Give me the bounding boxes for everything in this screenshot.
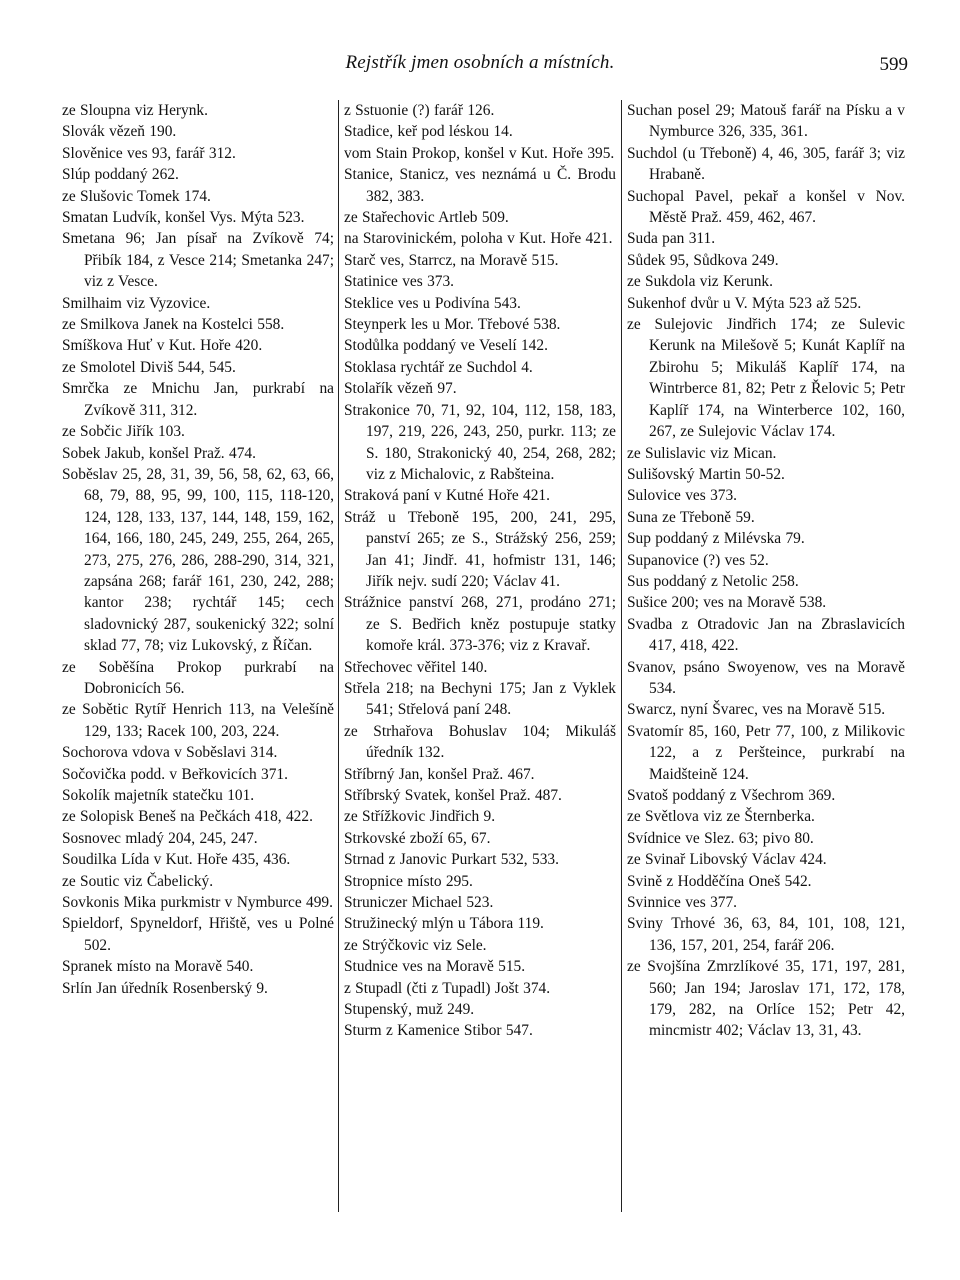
index-entry: Smilhaim viz Vyzovice.	[62, 294, 211, 312]
index-entry: Suchan posel 29; Matouš farář na Písku a v Nymburce 326, 335, 361.	[627, 102, 905, 141]
index-entry: Statinice ves 373.	[344, 273, 454, 291]
index-entry: Svanov, psáno Swoyenow, ves na Moravě 534.	[627, 658, 905, 697]
index-entry: ze Světlova viz ze Šternberka.	[627, 808, 815, 826]
index-entry: Suchdol (u Třeboně) 4, 46, 305, farář 3; viz Hrabaně.	[627, 144, 905, 184]
index-entry: ze Soutic viz Čabelický.	[62, 872, 214, 890]
index-entry: Sůdek 95, Sůdkova 249.	[627, 251, 779, 269]
index-entry: ze Solopisk Beneš na Pečkách 418, 422.	[62, 808, 313, 826]
index-entry: Suchopal Pavel, pekař a konšel v Nov. Městě Praž. 459, 462, 467.	[627, 187, 905, 227]
index-entry: Sušice 200; ves na Moravě 538.	[627, 594, 827, 612]
index-entry: Studnice ves na Moravě 515.	[344, 958, 526, 976]
index-entry: Stanice, Stanicz, ves neznámá u Č. Brodu 382, 383.	[344, 166, 616, 205]
page-number: 599	[879, 54, 908, 75]
index-entry: Smetana 96; Jan písař na Zvíkově 74; Přibík 184, z Vesce 214; Smetanka 247; viz z Vesce.	[62, 230, 334, 291]
index-entry: Stoklasa rychtář ze Suchdol 4.	[344, 358, 533, 376]
index-entry: Sup poddaný z Milévska 79.	[627, 530, 805, 548]
index-entry: ze Svojšína Zmrzlíkové 35, 171, 197, 281, 560; Jan 194; Jaroslav 171, 172, 178, 179, 282, na Orlíce 152; Petr 42, mincmistr 402; Václav 13, 31, 43.	[627, 958, 905, 1040]
index-entry: ze Sukdola viz Kerunk.	[627, 273, 773, 291]
index-column-1	[62, 100, 334, 1215]
index-entry: ze Sobětic Rytíř Henrich 113, na Velešíně 129, 133; Racek 100, 203, 224.	[62, 701, 334, 740]
index-entry: Stolařík vězeň 97.	[344, 380, 457, 398]
index-entry: Slúp poddaný 262.	[62, 166, 179, 184]
index-entry: Suda pan 311.	[627, 230, 716, 248]
index-entry: Suna ze Třeboně 59.	[627, 508, 755, 526]
index-entry: Soběslav 25, 28, 31, 39, 56, 58, 62, 63, 66, 68, 79, 88, 95, 99, 100, 115, 118-120, 124, 128, 133, 137, 144, 148, 159, 162, 164, 166, 180, 245, 249, 255, 264, 265, 273, 275, 276, 286, 288-290, 314, 321, zapsána 268; farář 161, 230, 242, 288; kantor 238; rychtář 145; cech sladovnický 287, soukenický 322; solní sklad 77, 78; viz Lukovský, z Říčan.	[62, 465, 334, 655]
index-entry: Sus poddaný z Netolic 258.	[627, 572, 799, 590]
index-entry: Svatomír 85, 160, Petr 77, 100, z Milikovic 122, a z Peršteince, purkrabí na Maidšteině 124.	[627, 722, 905, 783]
index-entry: Sočovička podd. v Beřkovicích 371.	[62, 765, 288, 783]
index-entry: Sobek Jakub, konšel Praž. 474.	[62, 444, 256, 462]
index-entry: ze Svinař Libovský Václav 424.	[627, 851, 827, 869]
index-entry: Svadba z Otradovic Jan na Zbraslavicích 417, 418, 422.	[627, 615, 905, 655]
index-entry: na Starovinickém, poloha v Kut. Hoře 421.	[344, 230, 613, 248]
index-entry: Steklice ves u Podivína 543.	[344, 294, 521, 312]
index-column-2	[344, 100, 616, 1215]
index-entry: Smatan Ludvík, konšel Vys. Mýta 523.	[62, 209, 305, 227]
index-entry: Sulovice ves 373.	[627, 487, 738, 505]
index-entry: z Sstuonie (?) farář 126.	[344, 102, 495, 119]
index-column-3	[627, 100, 905, 1215]
index-entry: Smrčka ze Mnichu Jan, purkrabí na Zvíkově 311, 312.	[62, 380, 334, 419]
index-entry: Stropnice místo 295.	[344, 872, 473, 890]
index-entry: Stodůlka poddaný ve Veselí 142.	[344, 337, 548, 355]
running-header-title: Rejstřík jmen osobních a místních.	[345, 52, 615, 73]
index-entry: Střela 218; na Bechyni 175; Jan z Vyklek 541; Střelová paní 248.	[344, 679, 616, 719]
index-entry: ze Strhařova Bohuslav 104; Mikuláš úředník 132.	[344, 722, 616, 762]
index-entry: Sochorova vdova v Soběslavi 314.	[62, 744, 278, 762]
index-entry: ze Stařechovic Artleb 509.	[344, 209, 509, 227]
index-entry: Sviny Trhové 36, 63, 84, 101, 108, 121, 136, 157, 201, 254, farář 206.	[627, 915, 905, 954]
index-entry: Svině z Hodděčína Oneš 542.	[627, 872, 812, 890]
index-entry: Stříbrný Jan, konšel Praž. 467.	[344, 765, 535, 783]
index-entry: Soudilka Lída v Kut. Hoře 435, 436.	[62, 851, 291, 869]
index-entry: ze Sobčic Jiřík 103.	[62, 423, 185, 441]
index-entry: Svinnice ves 377.	[627, 894, 738, 912]
index-entry: ze Smilkova Janek na Kostelci 558.	[62, 316, 285, 334]
index-entry: Sovkonis Mika purkmistr v Nymburce 499.	[62, 894, 333, 912]
index-entry: Straková paní v Kutné Hoře 421.	[344, 487, 550, 505]
index-entry: Steynperk les u Mor. Třebové 538.	[344, 316, 561, 334]
index-entry: ze Slušovic Tomek 174.	[62, 187, 211, 205]
index-entry: Střechovec věřitel 140.	[344, 658, 488, 676]
index-entry: ze Soběšína Prokop purkrabí na Dobronicích 56.	[62, 658, 334, 697]
index-entry: Sukenhof dvůr u V. Mýta 523 až 525.	[627, 294, 862, 312]
index-entry: Sokolík majetník statečku 101.	[62, 787, 255, 804]
index-entry: Smíškova Huť v Kut. Hoře 420.	[62, 337, 263, 355]
index-entry: Spieldorf, Spyneldorf, Hřiště, ves u Polné 502.	[62, 915, 334, 954]
index-entry: ze Sulejovic Jindřich 174; ze Sulevic Kerunk na Milešově 5; Kunát Kaplíř na Zbirohu 5; Mikuláš Kaplíř 174, na Wintrberce 81, 82; Petr z Řelovic 5; Petr Kaplíř 174, na Winterberce 102, 160, 267, ze Sulejovic Václav 174.	[627, 316, 905, 441]
index-entry: z Stupadl (čti z Tupadl) Jošt 374.	[344, 979, 551, 997]
index-entry: Stráž u Třeboně 195, 200, 241, 295, panství 265; ze S., Strážský 256, 259; Jan 41; Jindř. 41, hofmistr 131, 146; Jiřík nejv. sudí 220; Václav 41.	[344, 508, 616, 590]
index-entry: Spranek místo na Moravě 540.	[62, 958, 254, 976]
index-entry: Slovák vězeň 190.	[62, 123, 177, 141]
index-entry: ze Sulislavic viz Mican.	[627, 444, 777, 462]
index-entry: Stupenský, muž 249.	[344, 1001, 475, 1019]
index-entry: Supanovice (?) ves 52.	[627, 551, 769, 569]
index-entry: ze Střížkovic Jindřich 9.	[344, 808, 496, 826]
index-entry: Stadice, keř pod léskou 14.	[344, 123, 513, 141]
index-entry: Stružinecký mlýn u Tábora 119.	[344, 915, 544, 933]
index-entry: Struniczer Michael 523.	[344, 894, 494, 912]
index-entry: Sturm z Kamenice Stibor 547.	[344, 1022, 533, 1040]
index-entry: Strakonice 70, 71, 92, 104, 112, 158, 183, 197, 219, 226, 243, 250, purkr. 113; ze S. 180, Strakonický 40, 254, 268, 282; viz z Michalovic, z Rabšteina.	[344, 401, 616, 483]
index-entry: ze Smolotel Diviš 544, 545.	[62, 358, 236, 376]
index-entry: ze Sloupna viz Herynk.	[62, 102, 208, 119]
index-entry: Swarcz, nyní Švarec, ves na Moravě 515.	[627, 701, 886, 719]
index-entry: vom Stain Prokop, konšel v Kut. Hoře 395.	[344, 144, 615, 162]
index-entry: Srlín Jan úředník Rosenberský 9.	[62, 979, 268, 997]
index-entry: Sosnovec mladý 204, 245, 247.	[62, 829, 258, 847]
index-entry: ze Strýčkovic viz Sele.	[344, 936, 487, 954]
index-entry: Strkovské zboží 65, 67.	[344, 829, 491, 847]
index-entry: Strnad z Janovic Purkart 532, 533.	[344, 851, 559, 869]
index-entry: Svídnice ve Slez. 63; pivo 80.	[627, 829, 814, 847]
index-entry: Sulišovský Martin 50-52.	[627, 465, 785, 483]
index-entry: Stříbrský Svatek, konšel Praž. 487.	[344, 787, 562, 804]
index-entry: Slověnice ves 93, farář 312.	[62, 144, 236, 162]
index-entry: Svatoš poddaný z Všechrom 369.	[627, 787, 836, 804]
index-entry: Strážnice panství 268, 271, prodáno 271; ze S. Bedřich kněz postupuje statky komoře král. 373-376; viz z Kravař.	[344, 594, 616, 655]
index-entry: Starč ves, Starrcz, na Moravě 515.	[344, 251, 559, 269]
column-divider	[621, 100, 622, 1212]
column-divider	[338, 100, 339, 1212]
